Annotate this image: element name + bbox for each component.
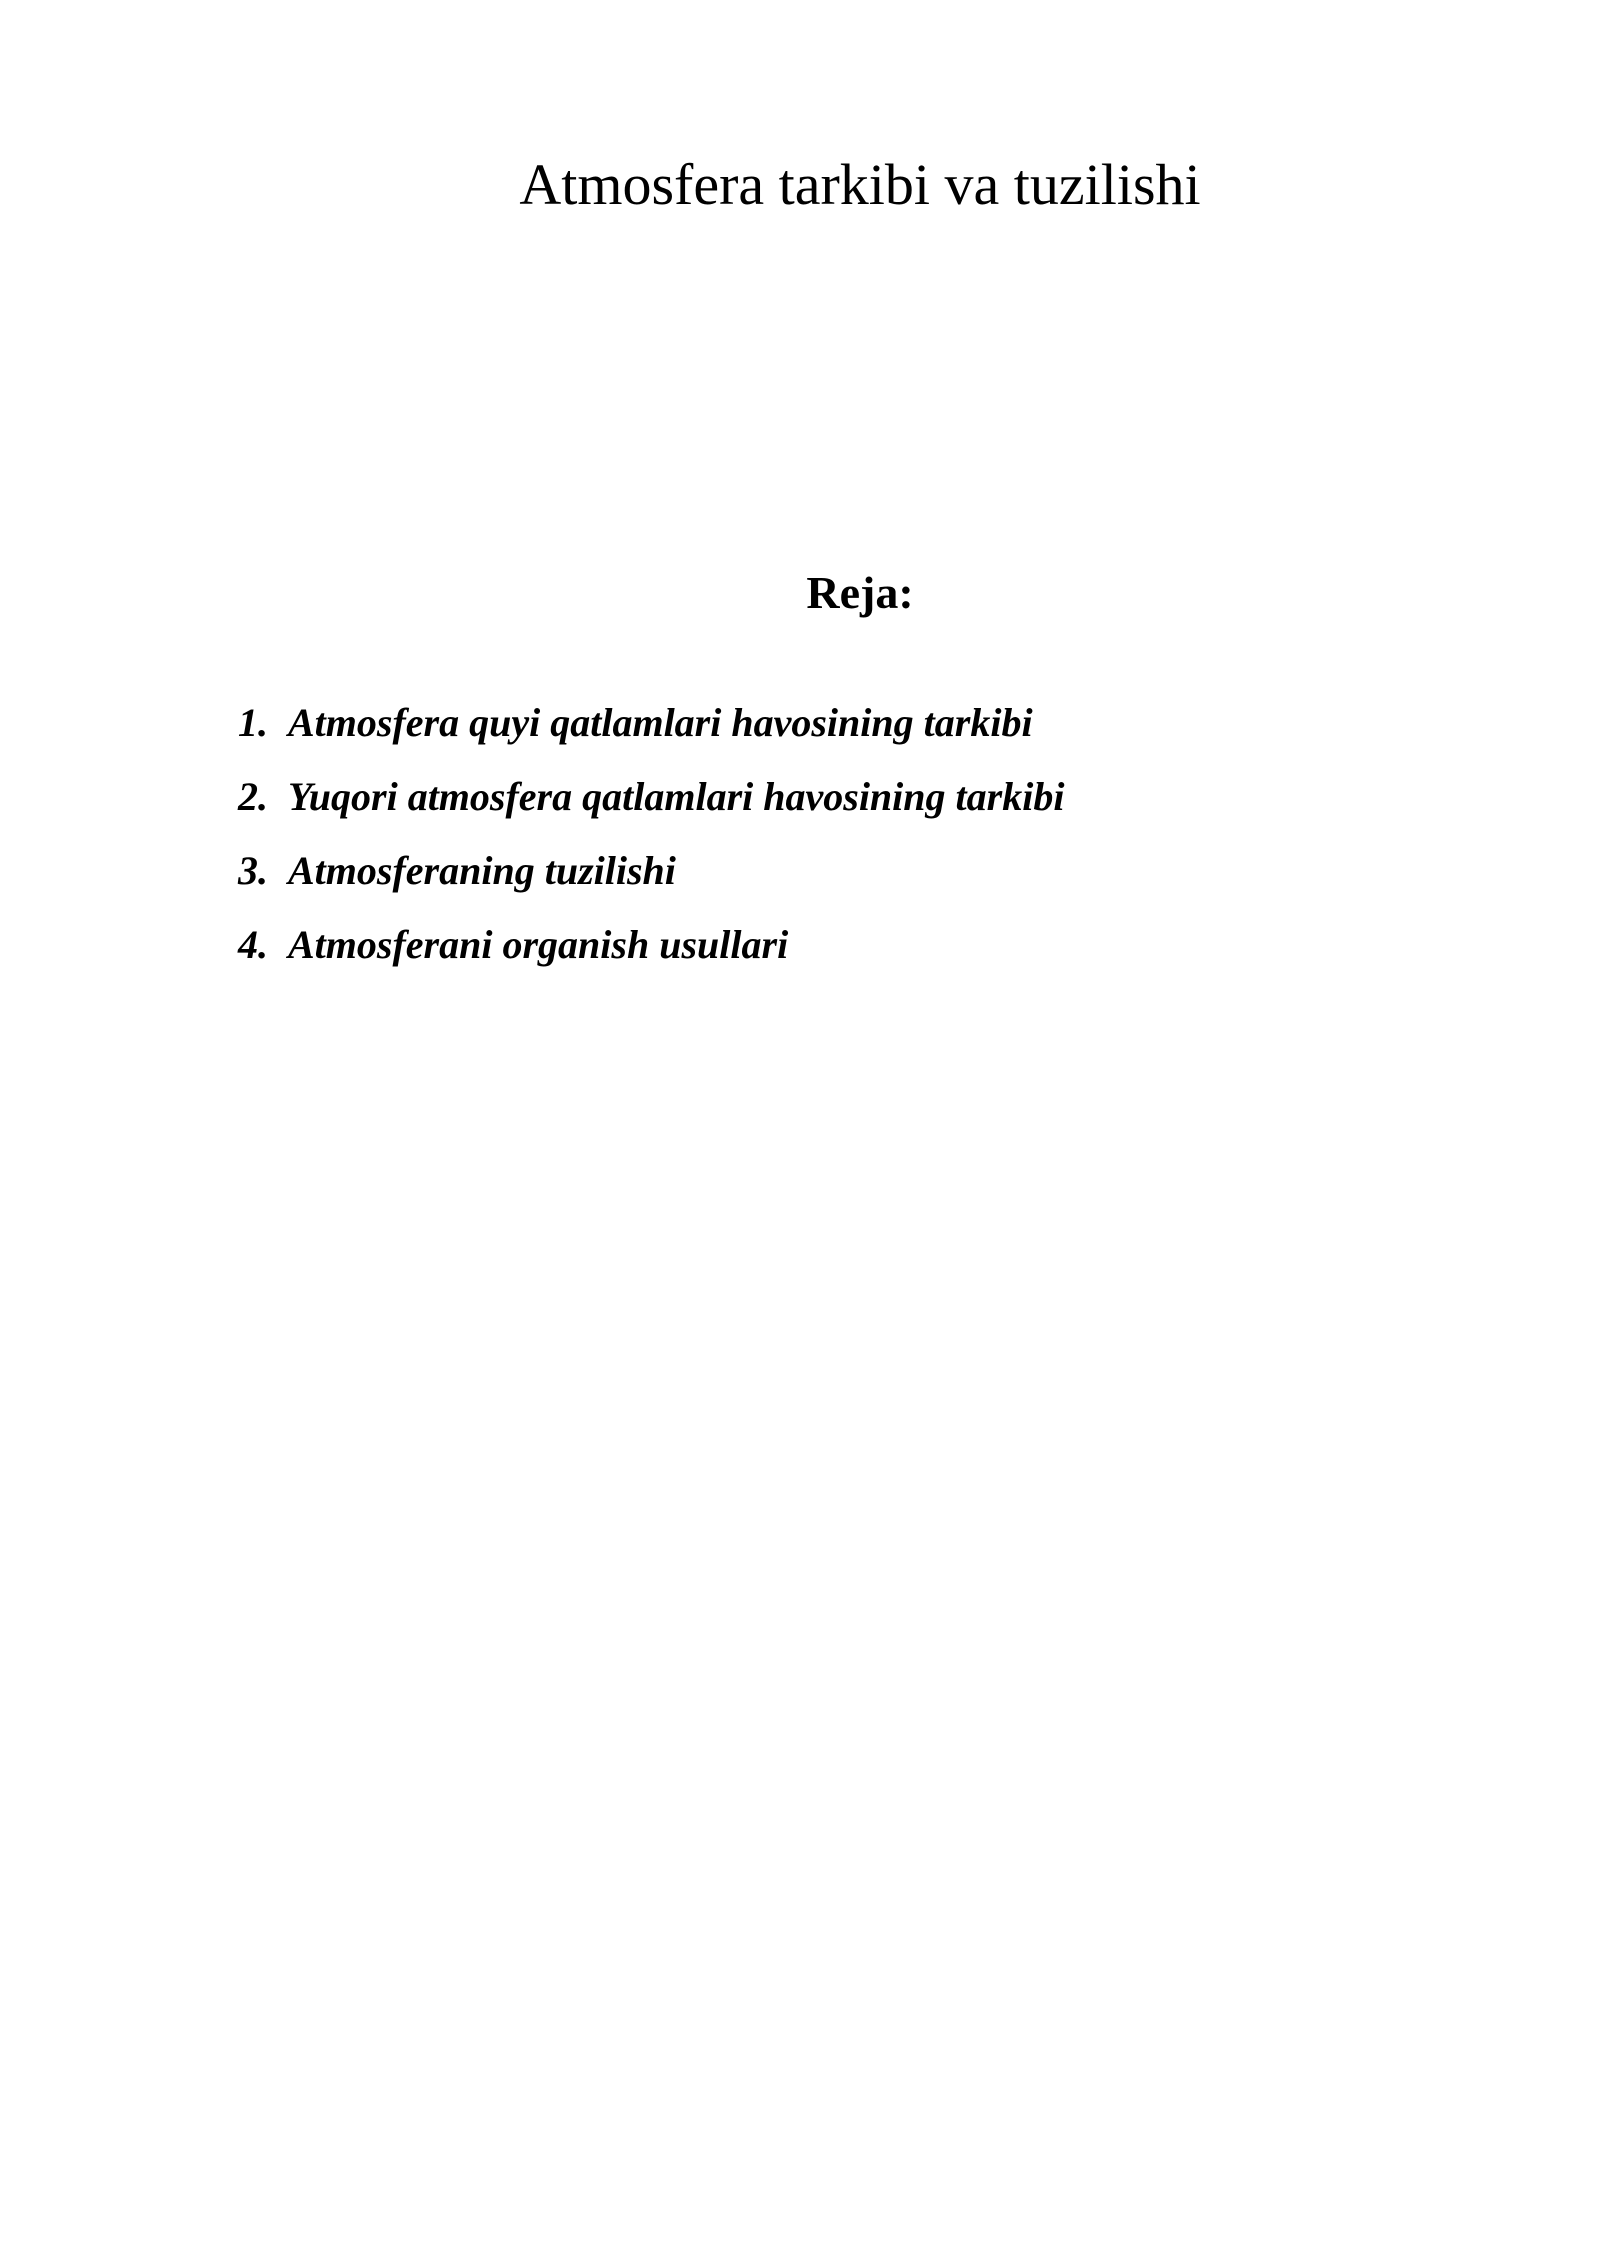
- plan-item-text: Atmosfera quyi qatlamlari havosining tarkibi: [288, 700, 1033, 745]
- plan-item-text: Atmosferaning tuzilishi: [288, 848, 676, 893]
- plan-item-text: Atmosferani organish usullari: [288, 922, 789, 967]
- plan-list: [238, 686, 1438, 982]
- plan-item-number: 3.: [238, 848, 268, 893]
- plan-heading: Reja:: [806, 567, 914, 618]
- plan-item: [238, 834, 1438, 908]
- plan-item-number: 1.: [238, 700, 268, 745]
- plan-item-number: 2.: [238, 774, 268, 819]
- document-title: Atmosfera tarkibi va tuzilishi: [519, 152, 1201, 217]
- plan-item-number: 4.: [238, 922, 268, 967]
- plan-item: [238, 760, 1438, 834]
- plan-item: [238, 908, 1438, 982]
- plan-item-text: Yuqori atmosfera qatlamlari havosining tarkibi: [288, 774, 1065, 819]
- plan-item: [238, 686, 1438, 760]
